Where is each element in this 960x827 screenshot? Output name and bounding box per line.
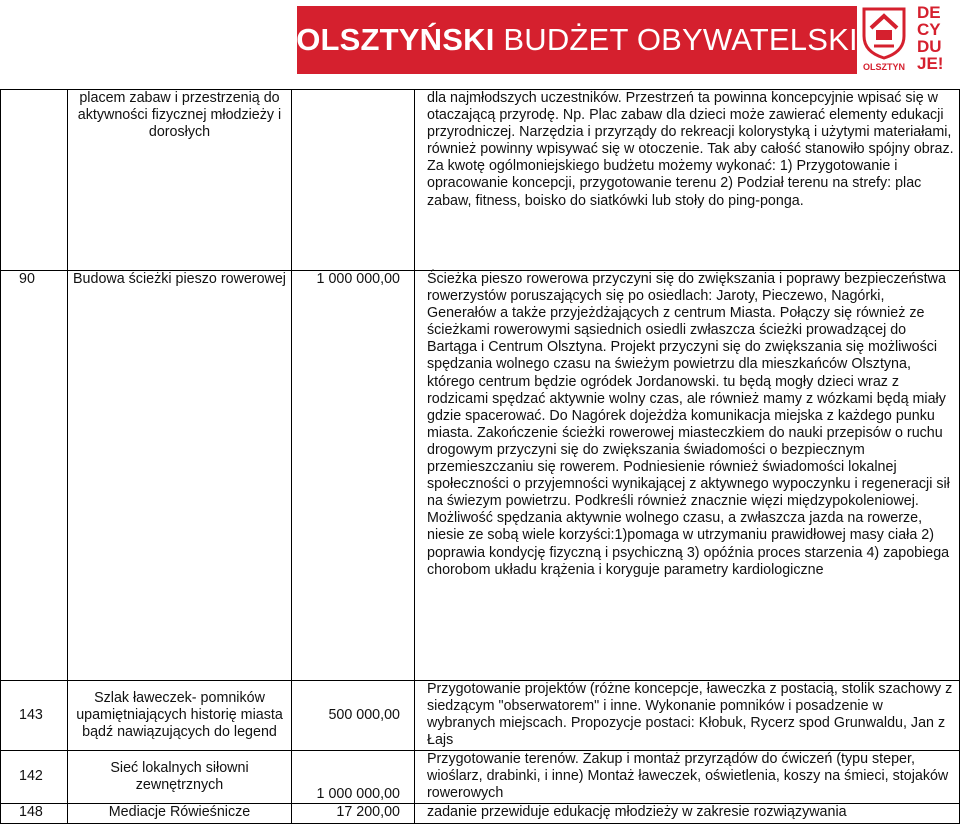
project-description: dla najmłodszych uczestników. Przestrzeń ta powinna koncepcyjnie wpisać się w otaczającą przyrodę. Np. Plac zabaw dla dzieci może zawierać elementy edukacji przyrodniczej. Narzędzia i przyrządy do rekreacji kolorystyką i użytymi materiałami, również powinny wpisywać się w otoczenie. Tak aby całość stanowiło spójny obraz. Za kwotę ogólmoniejskiego budżetu możemy wykonać: 1) Przygotowanie i opracowanie koncepcji, przygotowanie terenu 2) Podział terenu na strefy: plac zabaw, fitness, boisko do siatkówki lub stoły do ping-ponga. <box>415 90 960 271</box>
crest-icon <box>861 6 907 60</box>
project-amount: 1 000 000,00 <box>292 751 415 804</box>
project-number: 90 <box>1 271 68 681</box>
table-row <box>1 681 960 751</box>
table-row <box>1 751 960 804</box>
banner-title <box>296 22 858 58</box>
project-name: placem zabaw i przestrzenią do aktywności fizycznej młodzieży i dorosłych <box>68 90 292 271</box>
project-description: Przygotowanie projektów (różne koncepcje, ławeczka z postacią, stolik szachowy z siedzącym "obserwatorem" i inne. Wykonanie pomników i posadzenie w wybranych miejscach. Propozycje postaci: Kłobuk, Rycerz spod Grunwaldu, Jan z Łajs <box>415 681 960 751</box>
project-name: Mediacje Rówieśnicze <box>68 804 292 824</box>
project-amount: 17 200,00 <box>292 804 415 824</box>
banner-title-bold: OLSZTYŃSKI <box>296 22 495 57</box>
table-row <box>1 271 960 681</box>
project-description: Ścieżka pieszo rowerowa przyczyni się do zwiększania i poprawy bezpieczeństwa rowerzystów poruszających się po osiedlach: Jaroty, Pieczewo, Nagórki, Generałów a także przyjeżdżających z centrum Miasta. Połączy się również ze ścieżkami rowerowymi sąsiednich osiedli zwłaszcza ścieżki prowadzącej do Bartąga i Centrum Olsztyna. Projekt przyczyni się do zwiększania się możliwości spędzania wolnego czasu na świeżym powietrzu dla mieszkańców Olsztyna, którego centrum będzie ogródek Jordanowski. tu będą mogły dzieci wraz z rodzicami spędzać aktywnie wolny czas, ale również mamy z wózkami będą miały gdzie spacerować. Do Nagórek dojeżdża komunikacja miejska z każdego punku miasta. Zakończenie ścieżki rowerowej miasteczkiem do nauki przepisów o ruchu drogowym przyczyni się do zwiększania świadomości o bezpiecznym przemieszczaniu się rowerem. Podniesienie również świadomości lokalnej społeczności o przyjemności wynikającej z aktywnego wypoczynku i regeneracji sił na świezym powietrzu. Podkreśli również znacznie więzi międzypokoleniowej. Możliwość spędzania aktywnie wolnego czasu, a zwłaszcza jazda na rowerze, niesie ze sobą wiele korzyści:1)pomaga w utrzymaniu prawidłowej masy ciała 2) poprawia kondycję fizyczną i psychiczną 3) opóźnia proces starzenia 4) zapobiega chorobom układu krążenia i koryguje parametry kardiologiczne <box>415 271 960 681</box>
slogan-line: CY <box>917 20 941 39</box>
project-number: 148 <box>1 804 68 824</box>
project-amount: 1 000 000,00 <box>292 271 415 681</box>
banner-title-rest: BUDŻET OBYWATELSKI <box>503 22 858 57</box>
project-number: 142 <box>1 751 68 804</box>
slogan-line: DU <box>917 37 942 56</box>
slogan-line: DE <box>917 3 941 22</box>
project-name: Sieć lokalnych siłowni zewnętrznych <box>68 751 292 804</box>
table-row <box>1 804 960 824</box>
project-description: zadanie przewiduje edukację młodzieży w zakresie rozwiązywania <box>415 804 960 824</box>
project-amount <box>292 90 415 271</box>
header-banner <box>297 6 857 74</box>
project-name: Szlak ławeczek- pomników upamiętniających historię miasta bądź nawiązujących do legend <box>68 681 292 751</box>
olsztyn-crest-logo <box>858 6 910 74</box>
project-number <box>1 90 68 271</box>
crest-label: OLSZTYN <box>863 62 905 72</box>
slogan-line: JE! <box>917 54 944 73</box>
project-amount: 500 000,00 <box>292 681 415 751</box>
project-name: Budowa ścieżki pieszo rowerowej <box>68 271 292 681</box>
table-row <box>1 90 960 271</box>
project-number: 143 <box>1 681 68 751</box>
decydu-logo <box>917 4 960 72</box>
projects-table <box>0 89 960 824</box>
project-description: Przygotowanie terenów. Zakup i montaż przyrządów do ćwiczeń (typu steper, wioślarz, drabinki, i inne) Montaż ławeczek, oświetlenia, koszy na śmieci, stojaków rowerowych <box>415 751 960 804</box>
